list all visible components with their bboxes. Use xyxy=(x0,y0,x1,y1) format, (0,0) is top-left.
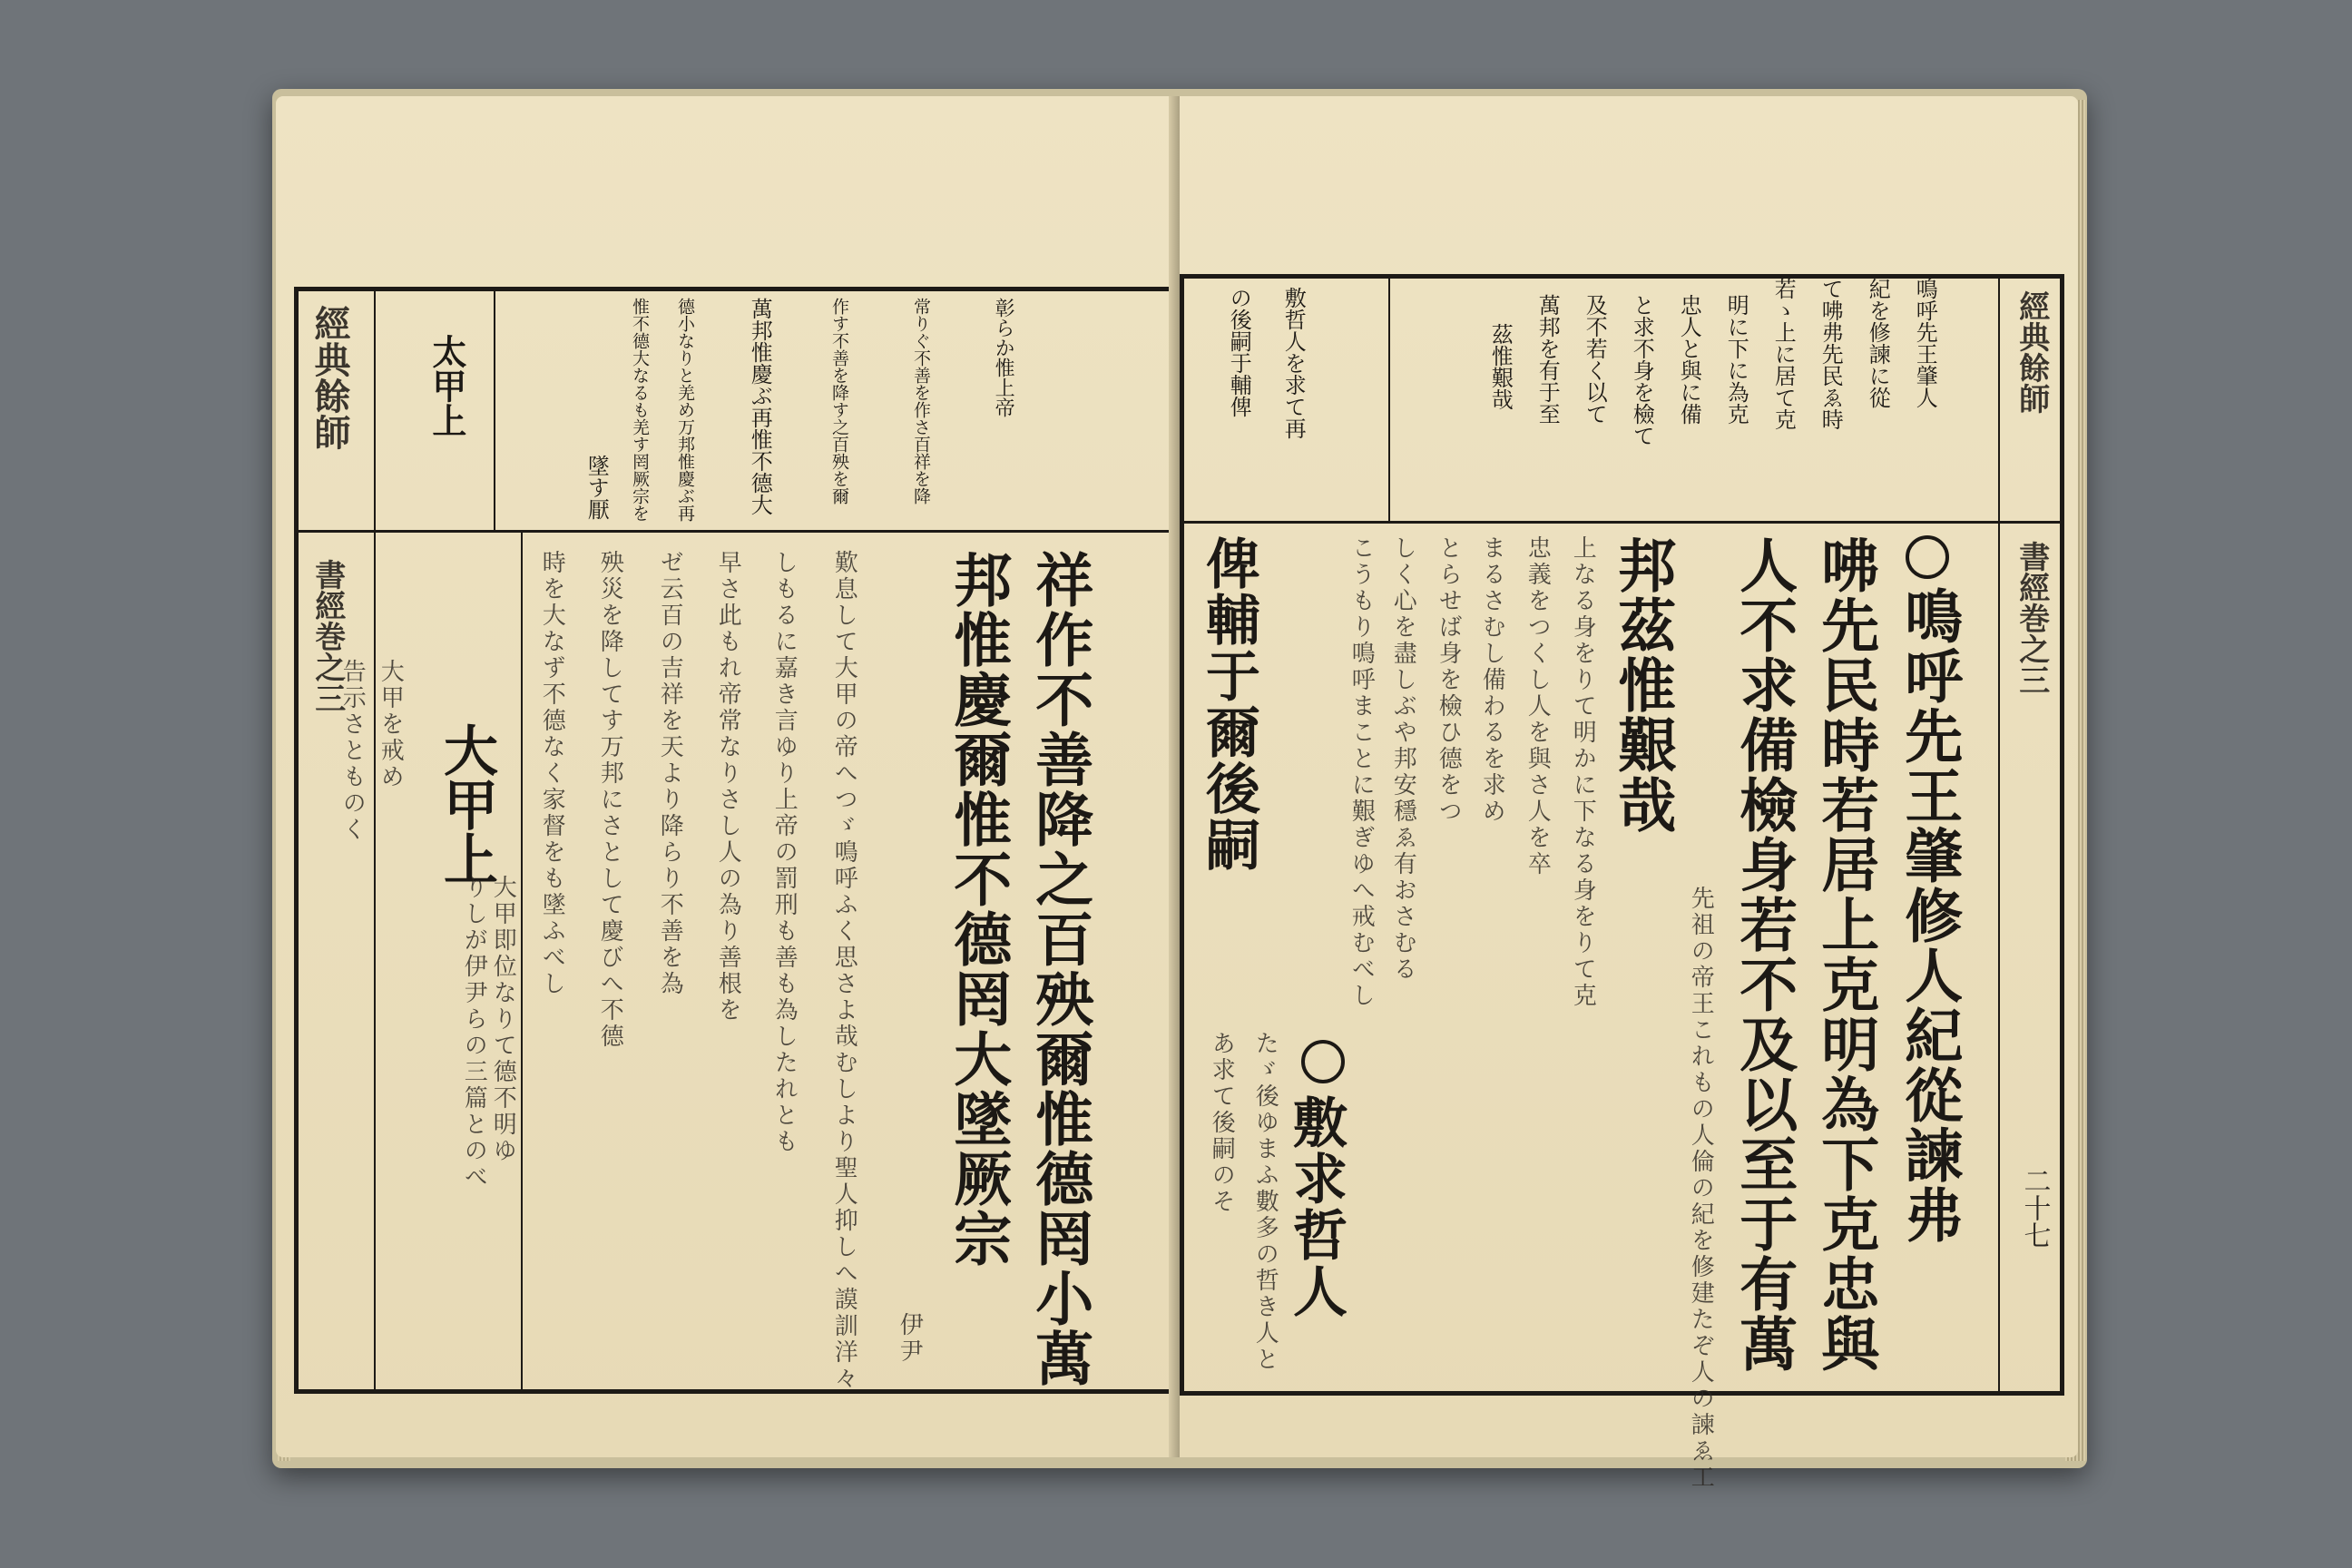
right-gloss-1: 先祖の帝王これもの人倫の紀を修建たぞ人の諫ゑ工 xyxy=(1687,886,1715,1491)
right-page-number: 二十七 xyxy=(2018,1167,2051,1249)
left-section-note-1: 大甲即位なりて德不明ゆ xyxy=(489,875,517,1164)
left-margin-rule xyxy=(374,287,376,1394)
right-margin-book: 書經巻之三 xyxy=(2013,541,2050,695)
right-upper-line-2: 紀を修諫に從 xyxy=(1865,278,1891,408)
right-upper-line-5: 明に下に為克 xyxy=(1723,294,1749,425)
left-gloss-4: ゼ云百の吉祥を天より降らり不善を為 xyxy=(656,550,684,997)
left-upper-line-7: 彰らか惟上帝 xyxy=(992,298,1015,417)
right-margin-rule xyxy=(1998,274,2000,1396)
right-upper-line-1: 鳴呼先王肇人 xyxy=(1912,278,1938,408)
left-upper-line-1: 墜す厭 xyxy=(583,455,610,520)
left-side-note-2: 大甲を戒め xyxy=(377,659,405,790)
left-gloss-3: 早さ此もれ帝常なりさし人の為り善根を xyxy=(714,550,742,1024)
right-upper-line-10: 茲惟艱哉 xyxy=(1487,323,1514,410)
right-main-column-3: 人不求備檢身若不及以至于有萬 xyxy=(1730,535,1798,1374)
left-upper-line-4: 萬邦惟慶ぶ再惟不德大 xyxy=(747,298,773,515)
left-upper-divider xyxy=(294,530,1174,533)
right-gloss-2: 上なる身をりて明かに下なる身をりて克 xyxy=(1569,535,1597,1009)
left-gloss-1: 歎息して大甲の帝へつゞ鳴呼ふく思さよ哉むしより聖人抑しへ謨訓洋々 xyxy=(830,550,858,1392)
left-upper-rule xyxy=(494,287,495,530)
left-upper-heading: 太甲上 xyxy=(426,334,467,437)
left-upper-line-5: 作す不善を降す之百殃を爾 xyxy=(828,298,849,505)
right-gloss-4: まるさむし備わるを求め xyxy=(1478,535,1506,825)
right-second-gloss-1: たゞ後ゆまふ數多の哲き人と xyxy=(1251,1031,1279,1373)
right-upper-line-8: 及不若く以て xyxy=(1582,294,1608,425)
right-page xyxy=(1180,96,2078,1491)
left-margin-title: 經典餘師 xyxy=(309,305,351,450)
left-main-column-1: 祥作不善降之百殃爾惟德罔小萬 xyxy=(1025,550,1094,1388)
right-second-main-2: 俾輔于爾後嗣 xyxy=(1197,535,1260,873)
left-page xyxy=(276,96,1174,1457)
right-upper-line-9: 萬邦を有于至 xyxy=(1534,294,1561,425)
left-iin-label: 伊尹 xyxy=(896,1312,924,1365)
right-upper-divider xyxy=(1180,521,2064,524)
circle-mark-upper xyxy=(1906,535,1949,579)
right-main-column-4: 邦茲惟艱哉 xyxy=(1608,535,1677,835)
left-upper-line-6: 常りぐ不善を作さ百祥を降 xyxy=(910,298,931,505)
right-gloss-6: しく心を盡しぶや邦安穩ゑ有おさむる xyxy=(1389,535,1417,983)
right-upper-line-3: て咈弗先民ゑ時 xyxy=(1818,278,1844,430)
right-upper-rule xyxy=(1388,274,1390,521)
left-section-rule xyxy=(521,530,523,1394)
right-upper-line-4: 若ゝ上に居て克 xyxy=(1770,278,1797,430)
left-section-note-2: りしが伊尹らの三篇とのべ xyxy=(460,875,488,1191)
right-gloss-5: とらせば身を檢ひ德をつ xyxy=(1435,535,1463,825)
left-side-note: 告示さとものく xyxy=(338,659,367,843)
right-main-column-2: 咈先民時若居上克明為下克忠與 xyxy=(1811,535,1880,1374)
left-gloss-6: 時を大なず不德なく家督をも墜ふべし xyxy=(538,550,566,997)
right-gloss-3: 忠義をつくし人を與さ人を卒 xyxy=(1524,535,1552,877)
right-upper-line-6: 忠人と與に備 xyxy=(1676,294,1702,425)
circle-mark-lower xyxy=(1301,1040,1345,1083)
right-upper-b-2: の後嗣于輔俾 xyxy=(1226,287,1252,417)
left-upper-line-3: 德小なりと羌め万邦惟慶ぶ再 xyxy=(674,298,695,522)
right-margin-title: 經典餘師 xyxy=(2013,290,2050,414)
left-margin-book: 書經巻之三 xyxy=(309,559,346,713)
left-upper-line-2: 惟不德大なるも羌す罔厥宗を xyxy=(629,298,650,522)
right-upper-b-1: 敷哲人を求て再 xyxy=(1280,287,1307,439)
right-second-main-1: 敷求哲人 xyxy=(1284,1094,1348,1319)
right-main-column-1: 鳴呼先王肇修人紀從諫弗 xyxy=(1895,586,1964,1245)
left-main-column-2: 邦惟慶爾惟不德罔大墜厥宗 xyxy=(944,550,1013,1269)
left-gloss-5: 殃災を降してす万邦にさとして慶びへ不德 xyxy=(596,550,624,1050)
right-upper-line-7: と求不身を檢て xyxy=(1629,294,1655,446)
left-section-heading: 大甲上 xyxy=(435,722,498,886)
left-gloss-2: しもるに嘉き言ゆり上帝の罰刑も善も為したれとも xyxy=(770,550,799,1155)
right-second-gloss-2: あ求て後嗣のそ xyxy=(1208,1031,1236,1215)
right-gloss-7: こうもり鳴呼まことに艱ぎゆへ戒むべし xyxy=(1348,535,1376,1009)
